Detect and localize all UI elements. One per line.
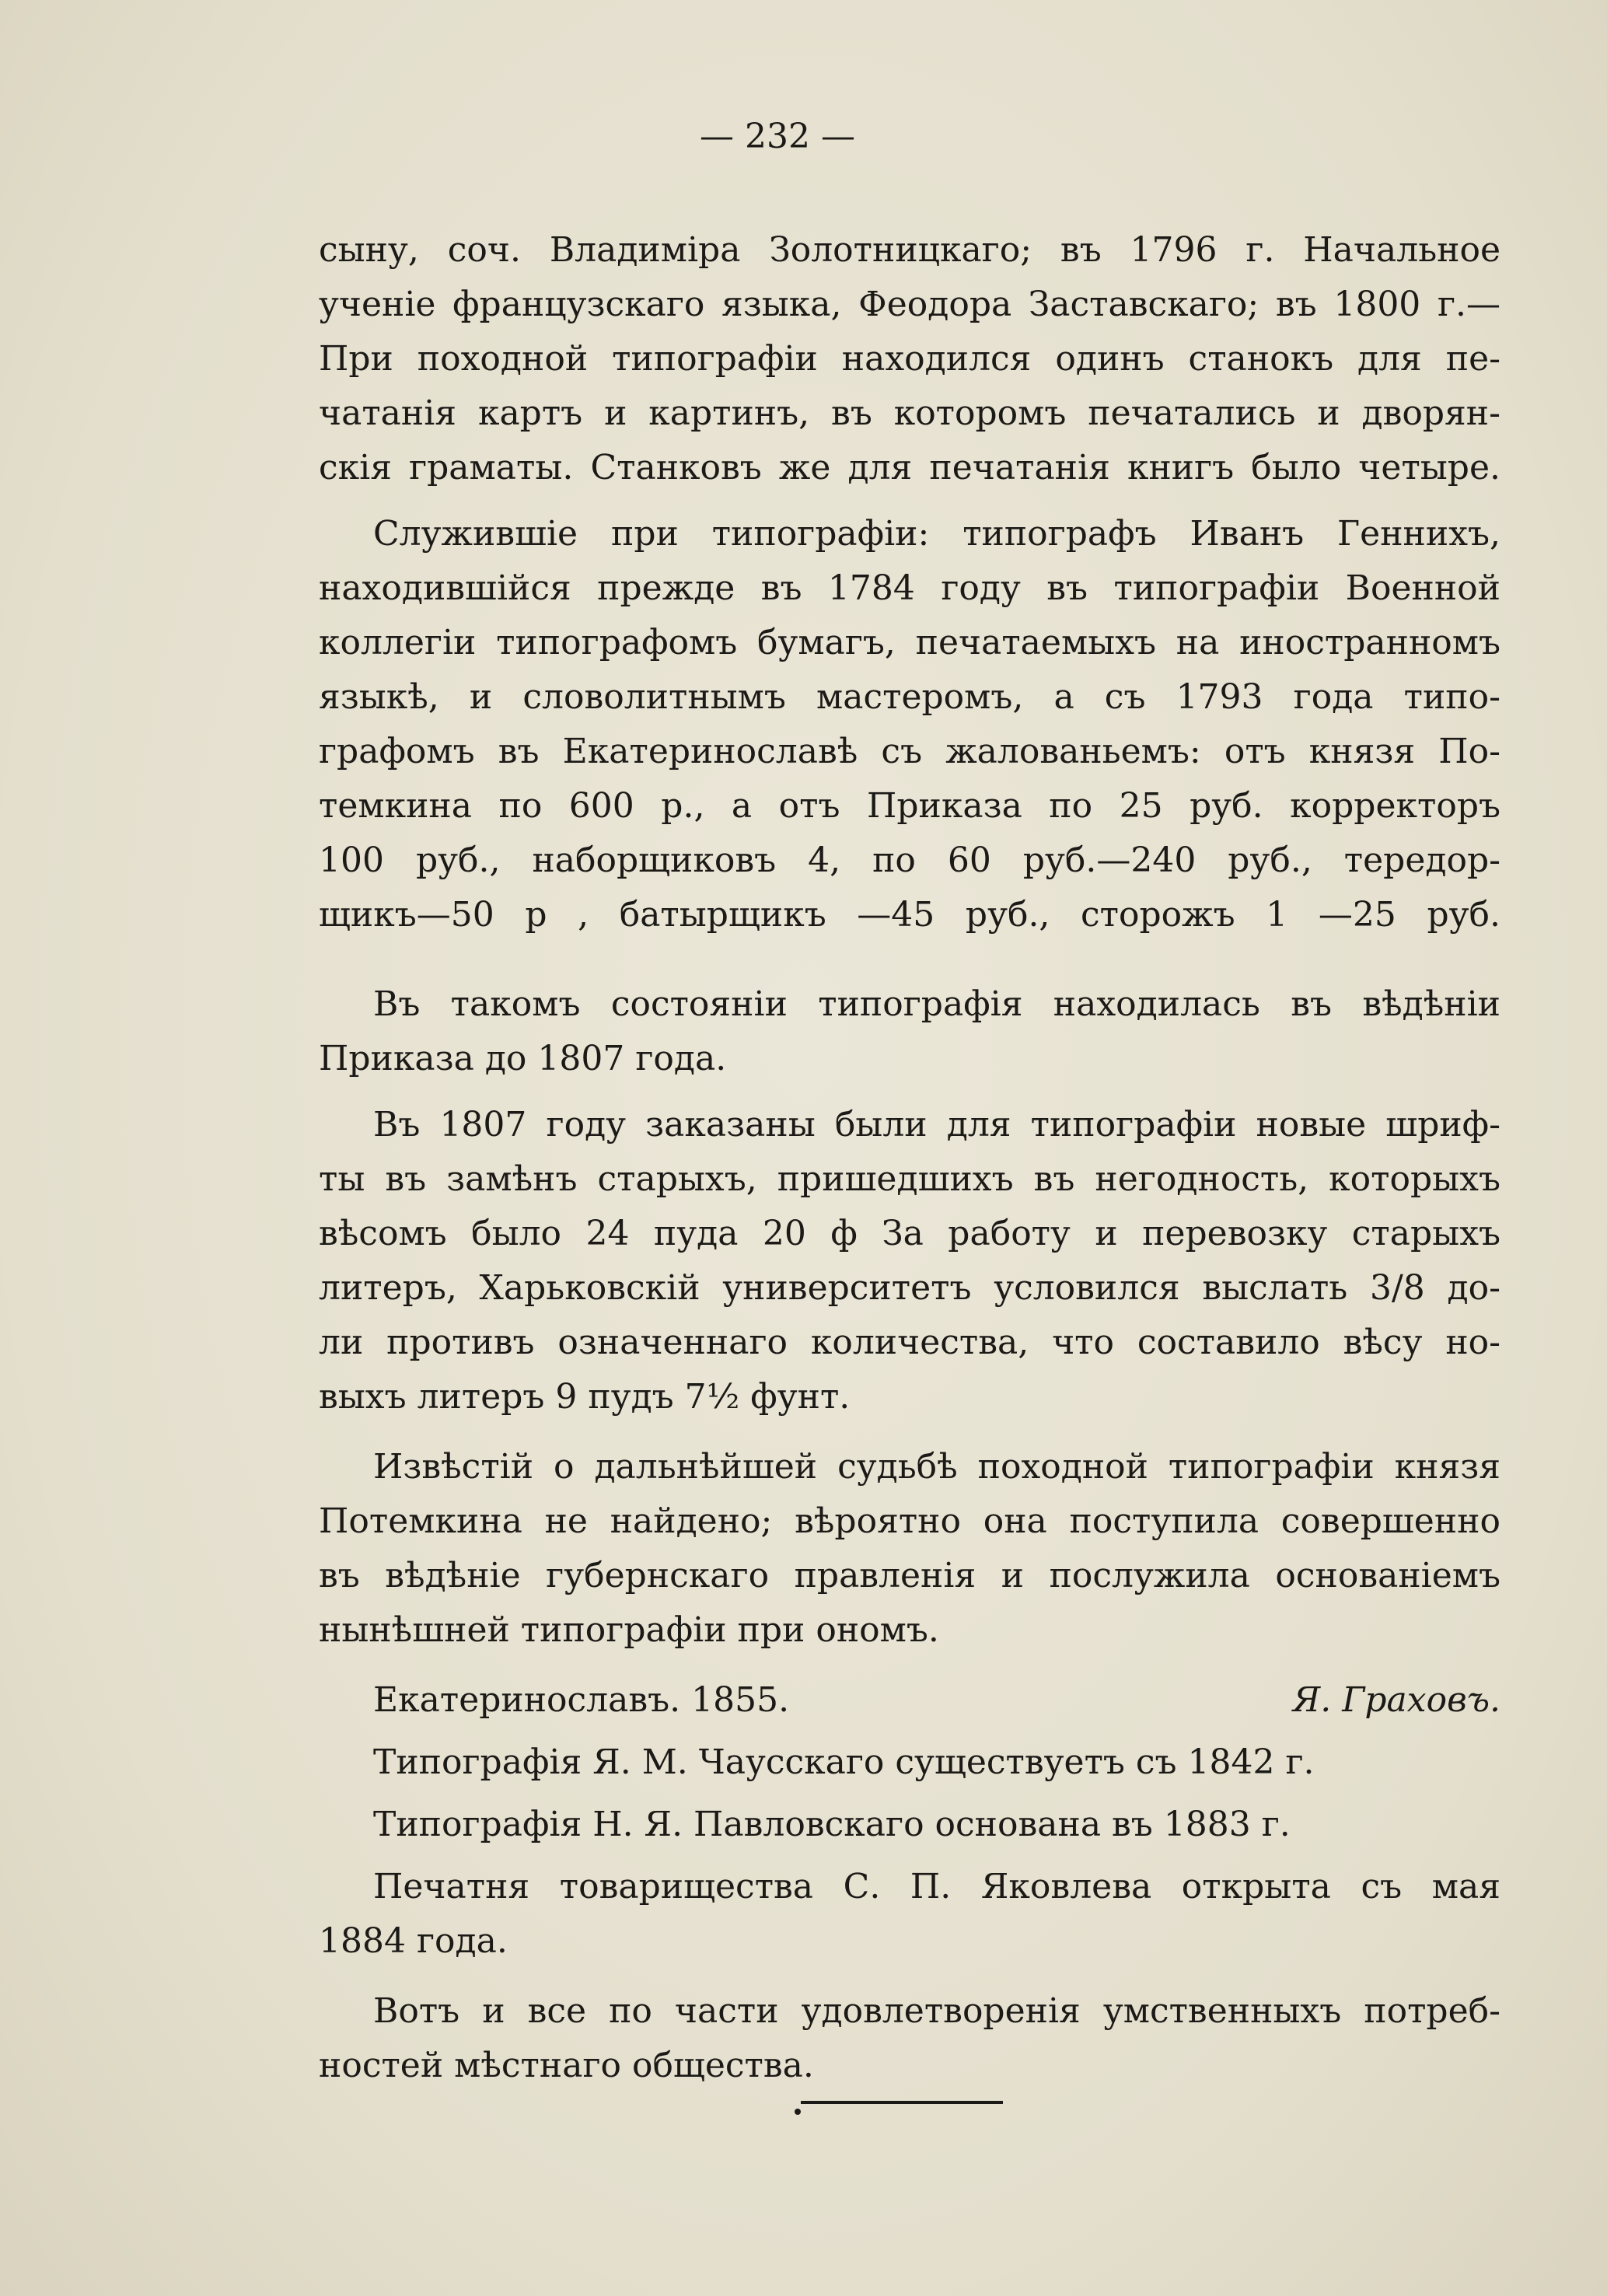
text-line: щикъ—50 р , батырщикъ —45 руб., сторожъ 1 —25 руб. [319,895,1500,935]
text-line: 100 руб., наборщиковъ 4, по 60 руб.—240 руб., тередор- [319,840,1500,880]
text-line: Типографія Н. Я. Павловскаго основана въ 1883 г. [373,1805,1291,1844]
text-line: Вотъ и все по части удовлетворенія умственныхъ потреб- [373,1991,1500,2031]
text-line: скія граматы. Станковъ же для печатанія книгъ было четыре. [319,448,1500,488]
text-line: вѣсомъ было 24 пуда 20 ф За работу и перевозку старыхъ [319,1214,1500,1253]
text-line: Извѣстій о дальнѣйшей судьбѣ походной типографіи князя [373,1447,1500,1487]
end-rule [801,2101,1003,2104]
text-line: Типографія Я. М. Чаусскаго существуетъ съ 1842 г. [373,1742,1315,1782]
signature-author: Я. Граховъ. [1292,1680,1500,1720]
text-line: Печатня товарищества С. П. Яковлева открыта съ мая [373,1867,1500,1906]
text-line: коллегіи типографомъ бумагъ, печатаемыхъ на иностранномъ [319,623,1500,662]
signature-row [373,1673,1500,1728]
text-line: чатанія картъ и картинъ, въ которомъ печатались и дворян- [319,393,1500,433]
text-line: Потемкина не найдено; вѣроятно она поступила совершенно [319,1501,1500,1541]
text-line: 1884 года. [319,1921,508,1961]
end-rule-dot [795,2109,801,2115]
text-line: языкѣ, и словолитнымъ мастеромъ, а съ 1793 года типо- [319,677,1500,717]
text-line: При походной типографіи находился одинъ станокъ для пе- [319,339,1500,379]
text-line: Въ такомъ состояніи типографія находилась въ вѣдѣніи [373,984,1500,1024]
text-line: ученіе французскаго языка, Феодора Заставскаго; въ 1800 г.— [319,285,1500,324]
text-line: въ вѣдѣніе губернскаго правленія и послужила основаніемъ [319,1556,1500,1595]
text-line: графомъ въ Екатеринославѣ съ жалованьемъ: отъ князя По- [319,732,1500,771]
signature-place: Екатеринославъ. 1855. [373,1680,790,1720]
text-line: сыну, соч. Владиміра Золотницкаго; въ 1796 г. Начальное [319,230,1500,270]
text-line: Въ 1807 году заказаны были для типографіи новые шриф- [373,1105,1500,1145]
text-line: выхъ литеръ 9 пудъ 7½ фунт. [319,1377,851,1417]
text-line: ностей мѣстнаго общества. [319,2046,814,2085]
text-line: ли противъ означеннаго количества, что составило вѣсу но- [319,1323,1500,1362]
text-line: темкина по 600 р., а отъ Приказа по 25 руб. корректоръ [319,786,1500,826]
text-line: ты въ замѣнъ старыхъ, пришедшихъ въ негодность, которыхъ [319,1159,1500,1199]
text-line: Служившіе при типографіи: типографъ Иванъ Геннихъ, [373,514,1500,554]
text-line: находившійся прежде въ 1784 году въ типографіи Военной [319,568,1500,608]
text-line: Приказа до 1807 года. [319,1039,727,1078]
text-line: нынѣшней типографіи при ономъ. [319,1610,939,1650]
text-line: литеръ, Харьковскій университетъ условился выслать 3/8 до- [319,1268,1500,1308]
page-number: — 232 — [700,117,855,156]
